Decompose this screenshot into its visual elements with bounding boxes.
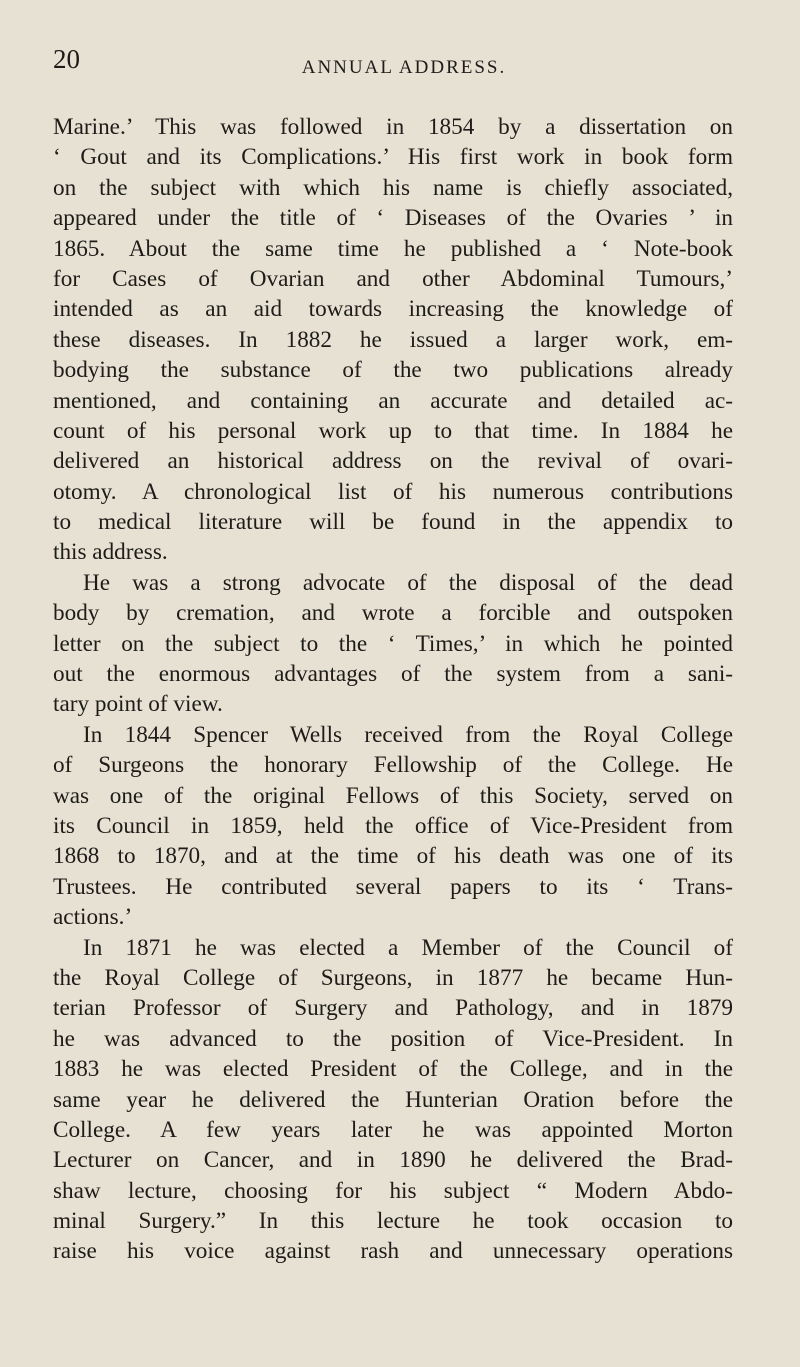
text-line: appeared under the title of ‘ Diseases of the Ovaries ’ in (53, 205, 733, 232)
page-number: 20 (53, 44, 80, 74)
text-line: actions.’ (53, 904, 133, 931)
text-line: otomy. A chronological list of his numerous contributions (53, 478, 733, 505)
text-line: for Cases of Ovarian and other Abdominal Tumours,’ (53, 265, 733, 292)
text-line: letter on the subject to the ‘ Times,’ in which he pointed (53, 630, 733, 657)
text-line: Lecturer on Cancer, and in 1890 he delivered the Brad- (53, 1147, 733, 1174)
text-line: delivered an historical address on the revival of ovari- (53, 448, 733, 475)
text-line: these diseases. In 1882 he issued a larger work, em- (53, 326, 733, 353)
text-line: intended as an aid towards increasing the knowledge of (53, 296, 733, 323)
running-head: ANNUAL ADDRESS. (301, 57, 507, 78)
text-line: he was advanced to the position of Vice-President. In (53, 1025, 733, 1052)
text-line: shaw lecture, choosing for his subject “ Modern Abdo- (53, 1177, 733, 1204)
text-line: count of his personal work up to that time. In 1884 he (53, 417, 733, 444)
text-line: was one of the original Fellows of this Society, served on (53, 782, 733, 809)
text-line: In 1844 Spencer Wells received from the Royal College (83, 721, 733, 748)
text-line: raise his voice against rash and unnecessary operations (53, 1238, 733, 1265)
text-line: minal Surgery.” In this lecture he took occasion to (53, 1208, 733, 1235)
text-line: mentioned, and containing an accurate and detailed ac- (53, 387, 733, 414)
text-line: bodying the substance of the two publications already (53, 357, 733, 384)
text-line: tary point of view. (53, 691, 223, 718)
text-line: its Council in 1859, held the office of Vice-President from (53, 812, 733, 839)
text-line: College. A few years later he was appointed Morton (53, 1116, 733, 1143)
text-line: In 1871 he was elected a Member of the Council of (83, 934, 733, 961)
text-line: to medical literature will be found in the appendix to (53, 509, 733, 536)
text-line: 1868 to 1870, and at the time of his death was one of its (53, 843, 733, 870)
text-line: out the enormous advantages of the system from a sani- (53, 661, 733, 688)
text-line: 1865. About the same time he published a ‘ Note-book (53, 235, 733, 262)
text-line: on the subject with which his name is chiefly associated, (53, 174, 733, 201)
text-line: this address. (53, 539, 168, 566)
text-line: Trustees. He contributed several papers to its ‘ Trans- (53, 873, 733, 900)
text-line: body by cremation, and wrote a forcible and outspoken (53, 600, 733, 627)
text-line: of Surgeons the honorary Fellowship of the College. He (53, 752, 733, 779)
text-line: He was a strong advocate of the disposal of the dead (83, 569, 733, 596)
body-text (53, 112, 733, 1267)
text-line: ‘ Gout and its Complications.’ His first work in book form (53, 144, 733, 171)
text-line: terian Professor of Surgery and Pathology, and in 1879 (53, 995, 733, 1022)
text-line: Marine.’ This was followed in 1854 by a dissertation on (53, 114, 733, 140)
text-line: 1883 he was elected President of the College, and in the (53, 1056, 733, 1083)
text-line: same year he delivered the Hunterian Oration before the (53, 1086, 733, 1113)
text-line: the Royal College of Surgeons, in 1877 he became Hun- (53, 964, 733, 991)
